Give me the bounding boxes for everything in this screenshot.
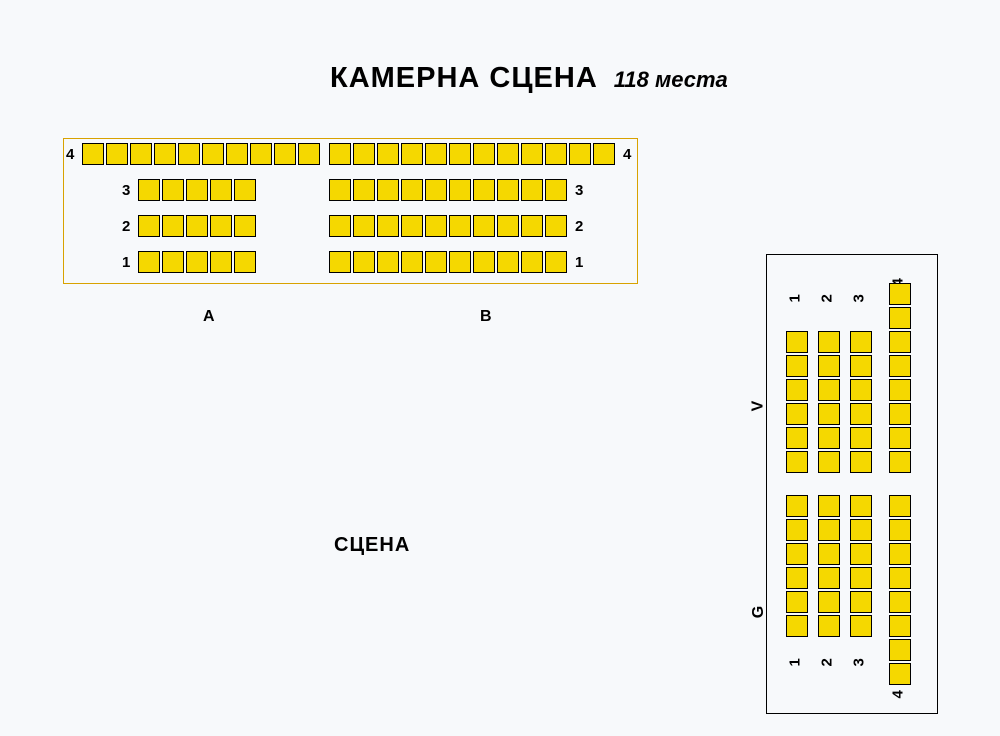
col-label-g-2: 2 [818,658,836,667]
seat[interactable] [889,639,911,661]
seat[interactable] [850,403,872,425]
col-label-g-3: 3 [850,658,868,667]
seat[interactable] [497,143,519,165]
seat[interactable] [353,179,375,201]
seat[interactable] [818,495,840,517]
seat[interactable] [889,567,911,589]
seat[interactable] [818,331,840,353]
seat[interactable] [786,427,808,449]
seat[interactable] [401,215,423,237]
seat[interactable] [545,251,567,273]
seat[interactable] [850,331,872,353]
seat[interactable] [401,143,423,165]
seat[interactable] [786,591,808,613]
seat[interactable] [786,567,808,589]
seat[interactable] [818,615,840,637]
seat[interactable] [473,215,495,237]
seat[interactable] [377,179,399,201]
seat[interactable] [786,379,808,401]
section-caption-b: B [480,308,492,325]
seat[interactable] [234,179,256,201]
seat[interactable] [210,215,232,237]
seat[interactable] [401,179,423,201]
seat[interactable] [497,251,519,273]
seat[interactable] [329,215,351,237]
seat[interactable] [818,543,840,565]
row-b-1[interactable] [329,251,583,273]
row-b-2[interactable] [329,215,583,237]
seat[interactable] [786,355,808,377]
seat[interactable] [850,427,872,449]
seat[interactable] [889,615,911,637]
col-label-g-1: 1 [786,658,804,667]
seat[interactable] [850,451,872,473]
seat[interactable] [889,663,911,685]
col-label-v-1: 1 [786,294,804,303]
seat[interactable] [329,179,351,201]
section-caption-v: V [749,400,767,412]
seat[interactable] [449,251,471,273]
seat[interactable] [521,179,543,201]
seat[interactable] [786,519,808,541]
row-b-3[interactable] [329,179,583,201]
seat[interactable] [818,567,840,589]
seat[interactable] [202,143,224,165]
col-v-1[interactable] [786,331,808,473]
seat[interactable] [425,251,447,273]
seat[interactable] [234,251,256,273]
seat[interactable] [889,283,911,305]
row-label-b-2: 2 [575,217,584,235]
seat[interactable] [818,403,840,425]
seat[interactable] [234,215,256,237]
seat[interactable] [786,331,808,353]
col-v-4[interactable] [889,283,911,473]
seat[interactable] [545,215,567,237]
seat[interactable] [521,251,543,273]
seat[interactable] [425,215,447,237]
title-capacity-text: 118 места [613,67,728,92]
row-label-a-4: 4 [66,145,75,163]
seat[interactable] [497,215,519,237]
col-g-1[interactable] [786,495,808,637]
seat[interactable] [889,427,911,449]
seat[interactable] [473,251,495,273]
row-label-b-1: 1 [575,253,584,271]
seat[interactable] [82,143,104,165]
seat[interactable] [210,179,232,201]
seat[interactable] [850,615,872,637]
seat[interactable] [545,179,567,201]
seat[interactable] [425,179,447,201]
top-seating-block [63,138,638,284]
seat[interactable] [786,451,808,473]
seat[interactable] [210,251,232,273]
seat[interactable] [818,519,840,541]
col-g-2[interactable] [818,495,840,637]
seat[interactable] [377,143,399,165]
seat[interactable] [353,215,375,237]
seat[interactable] [401,251,423,273]
seat[interactable] [377,251,399,273]
seat[interactable] [818,451,840,473]
seat[interactable] [106,143,128,165]
seat[interactable] [889,495,911,517]
seat[interactable] [889,331,911,353]
seat[interactable] [889,519,911,541]
seat[interactable] [889,355,911,377]
col-v-2[interactable] [818,331,840,473]
row-label-a-3: 3 [122,181,131,199]
seat[interactable] [593,143,615,165]
seat[interactable] [449,215,471,237]
seat[interactable] [425,143,447,165]
col-g-3[interactable] [850,495,872,637]
right-seating-block [749,254,938,714]
seat[interactable] [154,143,176,165]
seat[interactable] [850,543,872,565]
seat[interactable] [818,355,840,377]
row-label-b-4: 4 [623,145,632,163]
seat[interactable] [818,591,840,613]
seat[interactable] [473,179,495,201]
seat[interactable] [226,143,248,165]
seat[interactable] [186,215,208,237]
col-label-v-3: 3 [850,294,868,303]
seat[interactable] [889,543,911,565]
col-label-g-4: 4 [889,690,907,699]
seat[interactable] [786,495,808,517]
seat[interactable] [449,143,471,165]
col-g-4[interactable] [889,495,911,685]
seat[interactable] [353,143,375,165]
seat[interactable] [850,591,872,613]
seat[interactable] [138,251,160,273]
seat[interactable] [850,379,872,401]
row-b-4[interactable] [329,143,631,165]
seat[interactable] [138,179,160,201]
seat[interactable] [178,143,200,165]
seat[interactable] [329,143,351,165]
section-caption-a: A [203,308,215,325]
title-main-text: КАМЕРНА СЦЕНА [330,62,598,94]
seat[interactable] [545,143,567,165]
row-label-a-2: 2 [122,217,131,235]
seat[interactable] [353,251,375,273]
col-label-v-2: 2 [818,294,836,303]
seat[interactable] [521,143,543,165]
seat[interactable] [889,379,911,401]
section-caption-g: G [750,605,768,619]
seat[interactable] [274,143,296,165]
seat[interactable] [377,215,399,237]
seat[interactable] [818,427,840,449]
seat[interactable] [162,251,184,273]
seat[interactable] [850,519,872,541]
row-a-3[interactable] [122,179,256,201]
seat[interactable] [162,179,184,201]
seat[interactable] [850,355,872,377]
row-label-b-3: 3 [575,181,584,199]
seat[interactable] [186,179,208,201]
scene-label: СЦЕНА [334,534,411,556]
seat[interactable] [497,179,519,201]
seat[interactable] [162,215,184,237]
seat[interactable] [521,215,543,237]
row-label-a-1: 1 [122,253,131,271]
seat[interactable] [889,403,911,425]
seat[interactable] [186,251,208,273]
seat[interactable] [889,451,911,473]
col-v-3[interactable] [850,331,872,473]
seat[interactable] [569,143,591,165]
seat[interactable] [818,379,840,401]
seat[interactable] [850,495,872,517]
seat[interactable] [786,543,808,565]
page-title [330,62,728,95]
seat[interactable] [786,403,808,425]
seat[interactable] [449,179,471,201]
seat[interactable] [329,251,351,273]
seat[interactable] [130,143,152,165]
seat[interactable] [250,143,272,165]
seat[interactable] [850,567,872,589]
seat[interactable] [298,143,320,165]
seat[interactable] [138,215,160,237]
seat[interactable] [889,591,911,613]
seat[interactable] [473,143,495,165]
row-a-2[interactable] [122,215,256,237]
row-a-4[interactable] [66,143,320,165]
seat[interactable] [786,615,808,637]
seat[interactable] [889,307,911,329]
row-a-1[interactable] [122,251,256,273]
